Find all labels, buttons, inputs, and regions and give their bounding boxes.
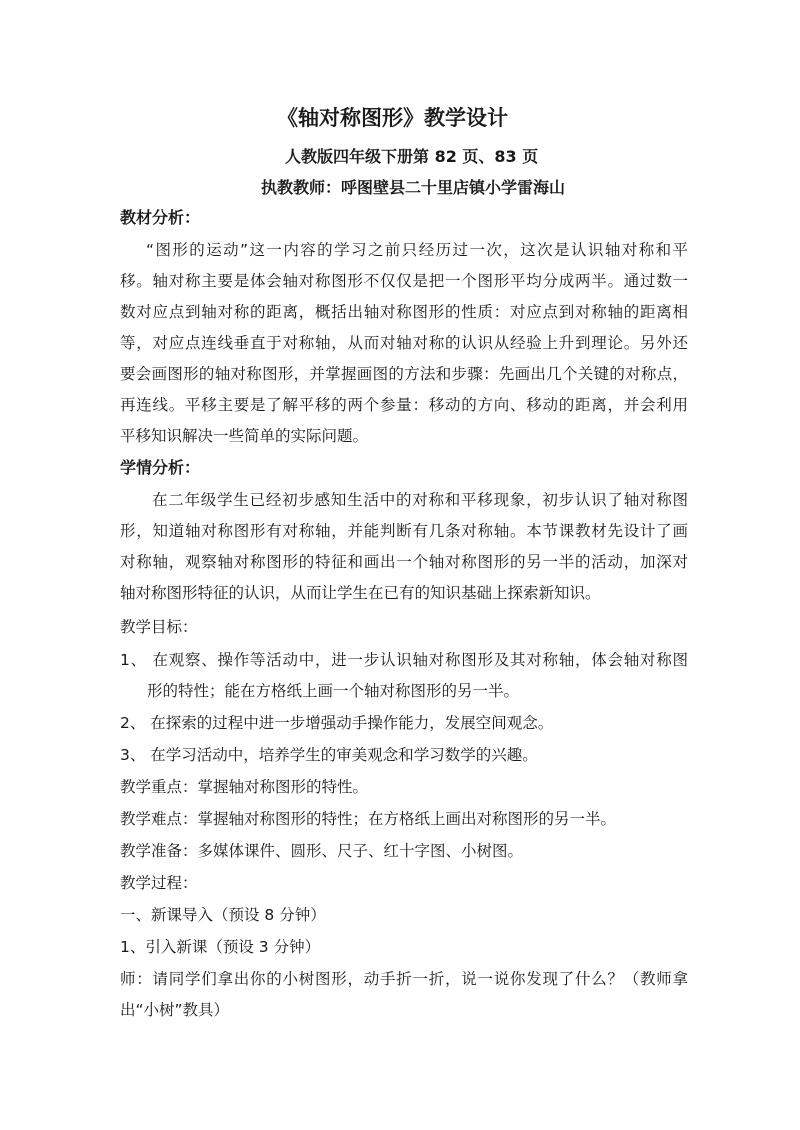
goal-item: 1、 在观察、操作等活动中，进一步认识轴对称图形及其对称轴，体会轴对称图 (120, 651, 688, 669)
key-point: 教学重点：掌握轴对称图形的特性。 (120, 778, 369, 796)
sub-step-heading: 1、引入新课（预设 3 分钟） (120, 938, 321, 956)
teacher-line: 出“小树”教具） (120, 1001, 230, 1019)
material-line: 数对应点到轴对称的距离，概括出轴对称图形的性质：对应点到对称轴的距离相 (120, 303, 688, 321)
student-line: 轴对称图形特征的认识，从而让学生在已有的知识基础上探索新知识。 (120, 584, 601, 602)
step-heading: 一、新课导入（预设 8 分钟） (120, 906, 326, 924)
document-subtitle: 人教版四年级下册第 82 页、83 页 (285, 147, 539, 166)
goals-heading: 教学目标： (120, 618, 198, 636)
material-line: 移。轴对称主要是体会轴对称图形不仅仅是把一个图形平均分成两半。通过数一 (120, 272, 688, 290)
material-line: 要会画图形的轴对称图形，并掌握画图的方法和步骤：先画出几个关键的对称点， (120, 365, 688, 383)
teacher-line: 师：请同学们拿出你的小树图形，动手折一折，说一说你发现了什么？（教师拿 (120, 970, 688, 988)
material-heading: 教材分析： (120, 208, 201, 227)
goal-item-continued: 形的特性；能在方格纸上画一个轴对称图形的另一半。 (147, 682, 520, 700)
process-heading: 教学过程： (120, 874, 198, 892)
goal-item: 2、 在探索的过程中进一步增强动手操作能力，发展空间观念。 (120, 714, 554, 732)
student-heading: 学情分析： (120, 458, 201, 477)
student-line: 对称轴，观察轴对称图形的特征和画出一个轴对称图形的另一半的活动，加深对 (120, 553, 688, 571)
teacher-info: 执教教师：呼图壁县二十里店镇小学雷海山 (261, 178, 566, 197)
goal-item: 3、 在学习活动中，培养学生的审美观念和学习数学的兴趣。 (120, 746, 538, 764)
preparation: 教学准备：多媒体课件、圆形、尺子、红十字图、小树图。 (120, 842, 524, 860)
material-line: 再连线。平移主要是了解平移的两个参量：移动的方向、移动的距离，并会利用 (120, 396, 688, 414)
material-line: “图形的运动”这一内容的学习之前只经历过一次，这次是认识轴对称和平 (146, 241, 688, 259)
material-line: 等，对应点连线垂直于对称轴，从而对轴对称的认识从经验上升到理论。另外还 (120, 334, 688, 352)
student-line: 形，知道轴对称图形有对称轴，并能判断有几条对称轴。本节课教材先设计了画 (120, 522, 688, 540)
material-line: 平移知识解决一些简单的实际问题。 (120, 427, 369, 445)
difficulty: 教学难点：掌握轴对称图形的特性；在方格纸上画出对称图形的另一半。 (120, 810, 617, 828)
student-line: 在二年级学生已经初步感知生活中的对称和平移现象，初步认识了轴对称图 (152, 491, 688, 509)
document-title: 《轴对称图形》教学设计 (277, 106, 508, 130)
